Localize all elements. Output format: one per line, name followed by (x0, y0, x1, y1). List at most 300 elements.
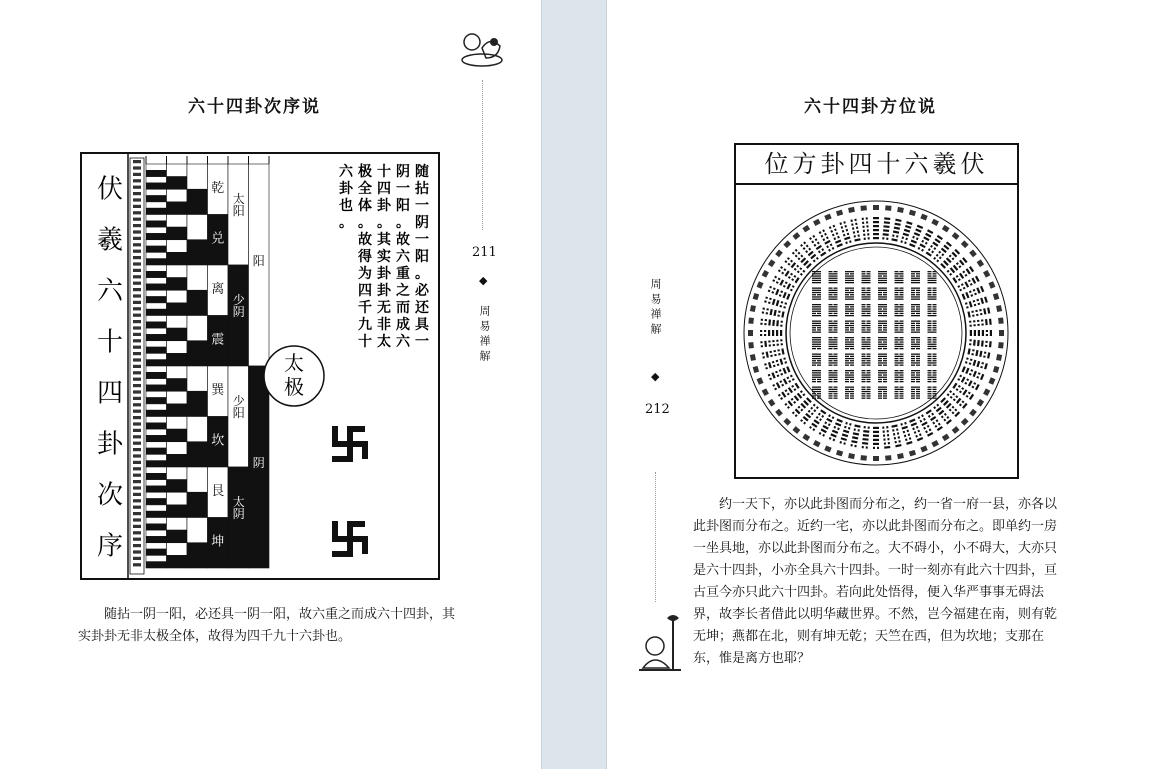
yao-segment (187, 341, 208, 366)
yao-segment (167, 417, 188, 430)
square-hexagram (911, 387, 920, 399)
yao-segment (146, 233, 167, 239)
yao-segment (146, 549, 167, 555)
yao-segment (167, 492, 188, 505)
diagram-title-char: 羲 (96, 225, 124, 256)
side-text-char: 。 (358, 215, 372, 231)
square-hexagram (895, 321, 904, 333)
square-hexagram (878, 321, 887, 333)
ring-hexagram (940, 240, 968, 268)
yao-segment (167, 518, 188, 531)
ring-hexagram (783, 240, 811, 268)
square-hexagram (862, 271, 871, 283)
page-gutter (541, 0, 607, 769)
square-hexagram (862, 288, 871, 300)
ring-hexagram (873, 205, 879, 239)
square-hexagram (928, 370, 937, 382)
yao-segment (146, 429, 167, 435)
square-hexagram (895, 370, 904, 382)
ring-hexagram (748, 330, 782, 336)
page-title: 六十四卦次序说 (188, 97, 321, 117)
level2-label: 太阴 (231, 495, 246, 520)
yao-segment (146, 164, 167, 170)
square-hexagram (878, 288, 887, 300)
square-hexagram (878, 370, 887, 382)
swastika-icon (332, 426, 368, 462)
position-chart (736, 185, 1017, 477)
ring-hexagram (750, 305, 785, 318)
square-hexagram (812, 304, 821, 316)
yao-segment (167, 202, 188, 215)
yao-segment (167, 543, 188, 556)
ring-hexagram (750, 348, 785, 361)
body-paragraph: 约一天下，亦以此卦图而分布之，约一省一府一县，亦各以此卦图而分布之。近约一宅，亦以此卦图而分布之。即单约一房一坐具地，亦以此卦图而分布之。大不碍小，小不碍大，大亦只是六十四卦，小亦全具六十四卦。一时一刻亦有此六十四卦，亘古亘今亦只此六十四卦。若向此处悟得，便入华严事事无碍法界，故李长者借此以明华藏世界。不然，岂今福建在南，则有乾无坤；燕都在北，则有坤无乾；天竺在西，但为坎地；支那在东，惟是离方也耶？ (693, 497, 1058, 666)
side-text-char: 成 (396, 317, 410, 333)
side-text-char: 一 (415, 232, 429, 248)
ring-hexagram (757, 281, 791, 300)
yao-segment (146, 189, 167, 195)
side-text-char: 拈 (415, 181, 429, 197)
yao-segment (167, 303, 188, 316)
yao-segment (146, 202, 167, 208)
square-hexagram (878, 354, 887, 366)
ring-hexagram (748, 339, 783, 348)
ring-hexagram (882, 426, 891, 461)
trigram-label: 离 (211, 281, 225, 297)
yao-segment (146, 290, 167, 296)
square-hexagram (878, 304, 887, 316)
level2-label: 太阳 (231, 192, 246, 217)
side-text-char: 十 (358, 334, 372, 350)
side-text-char: 四 (377, 181, 391, 197)
yao-segment (167, 404, 188, 417)
ring-hexagram (891, 207, 904, 242)
side-text-char: 一 (415, 198, 429, 214)
square-hexagram (862, 321, 871, 333)
square-hexagram (829, 288, 838, 300)
taiji-label: 太 (284, 351, 304, 375)
yao-segment (146, 341, 167, 347)
yao-segment (146, 265, 167, 271)
side-text-char: 六 (396, 249, 410, 265)
yao-segment (146, 303, 167, 309)
trigram-label: 艮 (211, 483, 225, 499)
ring-hexagram (891, 424, 904, 459)
ring-hexagram (753, 293, 787, 309)
square-hexagram (862, 387, 871, 399)
yao-segment (167, 164, 188, 177)
side-text-char: 全 (358, 181, 372, 197)
ring-hexagram (918, 414, 939, 447)
side-text-char: 其 (377, 232, 391, 248)
side-text-char: 六 (396, 334, 410, 350)
square-hexagram (845, 337, 854, 349)
yao-segment (167, 265, 188, 278)
ring-hexagram (860, 205, 869, 240)
yao-segment (187, 316, 208, 341)
side-text-char: 故 (396, 232, 410, 248)
swastika-icon (332, 521, 368, 557)
side-text-char: 九 (358, 317, 372, 333)
yao-segment (167, 505, 188, 518)
square-hexagram (845, 288, 854, 300)
trigram-label: 巽 (211, 382, 225, 398)
ring-hexagram (848, 424, 861, 459)
square-hexagram (845, 370, 854, 382)
page-number: 212 (645, 402, 670, 417)
yao-segment (146, 492, 167, 498)
running-head: 周易禅解 (478, 305, 491, 365)
side-text-char: 也 (339, 198, 353, 214)
square-hexagram (845, 304, 854, 316)
yao-segment (146, 347, 167, 353)
diagram-title-char: 六 (96, 276, 124, 307)
side-text-char: 太 (377, 334, 391, 350)
ring-hexagram (848, 207, 861, 242)
banner-text: 伏羲六十四卦方位 (764, 150, 989, 178)
yao-segment (146, 530, 167, 536)
square-hexagram (895, 387, 904, 399)
side-text-char: 。 (377, 215, 391, 231)
yao-segment (146, 196, 167, 202)
yao-segment (146, 328, 167, 334)
yao-segment (167, 189, 188, 202)
square-hexagram (928, 387, 937, 399)
yao-segment (146, 391, 167, 397)
yao-segment (146, 480, 167, 486)
square-hexagram (895, 288, 904, 300)
diagram-title-char: 卦 (96, 429, 124, 460)
level1-label: 阴 (252, 456, 265, 470)
yao-segment (146, 177, 167, 183)
yao-segment (167, 391, 188, 404)
yao-segment (187, 189, 208, 214)
ring-hexagram (900, 422, 916, 456)
yao-segment (146, 284, 167, 290)
square-hexagram (862, 337, 871, 349)
right-page (607, 0, 1149, 769)
side-text-char: 体 (358, 198, 372, 214)
side-text-char: 必 (415, 283, 429, 299)
diamond-icon: ◆ (479, 274, 488, 287)
yao-segment (146, 398, 167, 404)
square-hexagram (829, 354, 838, 366)
yao-segment (187, 467, 208, 492)
yao-segment (187, 290, 208, 315)
yao-segment (146, 316, 167, 322)
ring-hexagram (860, 426, 869, 461)
yao-segment (187, 543, 208, 568)
yao-segment (187, 417, 208, 442)
yao-segment (146, 518, 167, 524)
yao-segment (167, 316, 188, 329)
yao-segment (146, 170, 167, 176)
diamond-icon: ◆ (651, 370, 660, 383)
square-hexagram (928, 321, 937, 333)
yao-segment (146, 385, 167, 391)
yao-segment (167, 454, 188, 467)
yao-segment (187, 215, 208, 240)
yao-segment (146, 404, 167, 410)
yao-segment (167, 555, 188, 568)
yao-segment (167, 341, 188, 354)
diagram-title-char: 次 (96, 480, 124, 511)
square-hexagram (911, 321, 920, 333)
square-hexagram (895, 337, 904, 349)
page-title: 六十四卦方位说 (804, 97, 937, 117)
side-text-char: 随 (415, 164, 429, 180)
yao-segment (146, 442, 167, 448)
yao-segment (167, 379, 188, 392)
side-text-char: 阳 (396, 198, 410, 214)
trigram-label: 震 (211, 332, 225, 348)
yao-segment (146, 215, 167, 221)
sequence-chart (82, 154, 438, 578)
ring-hexagram (967, 348, 1002, 361)
yao-segment (146, 353, 167, 359)
yao-segment (146, 208, 167, 214)
square-hexagram (812, 354, 821, 366)
square-hexagram (878, 337, 887, 349)
level1-label: 阳 (252, 254, 265, 268)
monk-ornament-top (458, 28, 506, 68)
side-text-char: 得 (358, 249, 372, 265)
ring-hexagram (957, 375, 990, 396)
square-hexagram (829, 271, 838, 283)
ring-hexagram (965, 293, 999, 309)
body-paragraph: 随拈一阴一阳，必还具一阴一阳，故六重之而成六十四卦，其实卦卦无非太极全体，故得为四千九十六卦也。 (78, 607, 456, 644)
yao-segment (146, 435, 167, 441)
square-hexagram (829, 337, 838, 349)
square-hexagram (911, 271, 920, 283)
ring-hexagram (900, 210, 916, 244)
side-text-char: 。 (396, 215, 410, 231)
side-text-char: 非 (377, 317, 391, 333)
square-hexagram (862, 370, 871, 382)
square-hexagram (829, 304, 838, 316)
ring-hexagram (882, 205, 891, 240)
ring-hexagram (940, 397, 968, 425)
side-text-char: 千 (358, 300, 372, 316)
square-hexagram (928, 271, 937, 283)
yao-segment (187, 492, 208, 517)
yao-segment (146, 505, 167, 511)
side-text-char: 阴 (396, 164, 410, 180)
side-text-char: 一 (415, 334, 429, 350)
sequence-diagram (80, 152, 440, 580)
square-hexagram (895, 304, 904, 316)
side-text-char: 具 (415, 317, 429, 333)
trigram-label: 坎 (211, 433, 225, 449)
yao-segment (167, 442, 188, 455)
square-hexagram (812, 337, 821, 349)
square-hexagram (911, 354, 920, 366)
diagram-title-char: 序 (96, 531, 124, 562)
left-page (0, 0, 541, 769)
square-hexagram (862, 354, 871, 366)
square-hexagram (928, 288, 937, 300)
ring-hexagram (753, 357, 787, 373)
yao-segment (167, 215, 188, 228)
outer-ring (744, 201, 1008, 465)
taiji-label: 极 (284, 375, 304, 399)
ring-hexagram (762, 375, 795, 396)
yao-segment (146, 334, 167, 340)
yao-segment (187, 366, 208, 391)
yao-segment (146, 555, 167, 561)
square-hexagram (845, 354, 854, 366)
yao-segment (167, 290, 188, 303)
yao-segment (146, 417, 167, 423)
side-text-char: 六 (339, 164, 353, 180)
yao-segment (146, 379, 167, 385)
square-hexagram (895, 271, 904, 283)
ring-hexagram (836, 422, 852, 456)
square-hexagram (812, 271, 821, 283)
ring-hexagram (762, 270, 795, 291)
ring-hexagram (969, 317, 1004, 326)
square-hexagram (829, 387, 838, 399)
diagram-banner (736, 145, 1017, 185)
yao-segment (167, 177, 188, 190)
square-hexagram (911, 304, 920, 316)
side-text-char: 阴 (415, 215, 429, 231)
trigram-label: 坤 (211, 534, 225, 550)
page-number: 211 (472, 245, 497, 260)
ring-hexagram (783, 397, 811, 425)
yao-segment (187, 518, 208, 543)
yao-segment (187, 240, 208, 265)
side-text-char: 之 (396, 283, 410, 299)
square-hexagram (928, 354, 937, 366)
ring-hexagram (748, 317, 783, 326)
yao-segment (146, 240, 167, 246)
yao-segment (146, 511, 167, 517)
side-text-char: 卦 (377, 266, 391, 282)
square-hexagram (878, 271, 887, 283)
yao-segment (187, 164, 208, 189)
ring-hexagram (970, 330, 1004, 336)
yao-segment (146, 454, 167, 460)
diagram-title-char: 十 (96, 327, 124, 358)
ring-hexagram (813, 219, 834, 252)
yao-segment (146, 473, 167, 479)
yao-segment (146, 227, 167, 233)
square-hexagram (878, 387, 887, 399)
yao-segment (146, 372, 167, 378)
yao-segment (146, 246, 167, 252)
ring-hexagram (909, 214, 928, 248)
running-head: 周易禅解 (649, 278, 662, 338)
side-text-char: 无 (377, 300, 391, 316)
yao-segment (187, 391, 208, 416)
ring-hexagram (824, 419, 843, 453)
yao-segment (146, 297, 167, 303)
side-text-char: 卦 (339, 181, 353, 197)
ring-hexagram (957, 270, 990, 291)
side-text-char: 故 (358, 232, 372, 248)
ring-hexagram (965, 357, 999, 373)
yao-segment (146, 322, 167, 328)
square-hexagram (862, 304, 871, 316)
ring-hexagram (813, 414, 834, 447)
level2-label: 少阳 (231, 394, 246, 419)
ring-hexagram (873, 427, 879, 461)
square-hexagram (928, 304, 937, 316)
yao-segment (146, 221, 167, 227)
yao-segment (146, 536, 167, 542)
square-hexagram (812, 321, 821, 333)
yao-segment (146, 467, 167, 473)
side-text-char: 十 (377, 164, 391, 180)
side-text-char: 四 (358, 283, 372, 299)
square-hexagram (845, 271, 854, 283)
yao-segment (167, 480, 188, 493)
yao-segment (167, 227, 188, 240)
yao-segment (146, 524, 167, 530)
diagram-title-char: 伏 (96, 174, 124, 205)
yao-segment (146, 461, 167, 467)
side-text-char: 卦 (377, 198, 391, 214)
side-text-char: 极 (358, 164, 372, 180)
yao-segment (167, 530, 188, 543)
square-hexagram (812, 370, 821, 382)
monk-ornament-bottom (635, 612, 683, 674)
trigram-label: 兑 (211, 231, 225, 247)
ring-hexagram (918, 219, 939, 252)
side-text-char: 。 (339, 215, 353, 231)
side-text-char: 而 (396, 300, 410, 316)
yao-segment (167, 328, 188, 341)
square-hexagram (911, 288, 920, 300)
square-hexagram (911, 337, 920, 349)
ring-hexagram (969, 339, 1004, 348)
diagram-title-char: 四 (96, 378, 124, 409)
side-text-char: 为 (358, 266, 372, 282)
yao-segment (146, 448, 167, 454)
yao-segment (146, 543, 167, 549)
side-text-char: 还 (415, 300, 429, 316)
square-hexagram (829, 370, 838, 382)
square-hexagram (911, 370, 920, 382)
side-text-char: 。 (415, 266, 429, 282)
yao-segment (167, 366, 188, 379)
yao-segment (146, 410, 167, 416)
yao-segment (167, 353, 188, 366)
yao-segment (146, 309, 167, 315)
trigram-label: 乾 (211, 180, 225, 196)
yao-segment (146, 366, 167, 372)
ring-hexagram (967, 305, 1002, 318)
yao-segment (167, 252, 188, 265)
ring-hexagram (962, 366, 996, 385)
yao-segment (146, 183, 167, 189)
yao-segment (146, 360, 167, 366)
side-text-char: 阳 (415, 249, 429, 265)
level2-label: 少阴 (231, 293, 246, 318)
yao-segment (167, 240, 188, 253)
yao-segment (146, 252, 167, 258)
yao-segment (187, 442, 208, 467)
square-hexagram (895, 354, 904, 366)
ring-hexagram (836, 210, 852, 244)
side-text-char: 实 (377, 249, 391, 265)
side-text-char: 重 (396, 266, 410, 282)
yao-segment (146, 278, 167, 284)
square-hexagram (812, 288, 821, 300)
position-diagram (734, 143, 1019, 479)
yao-segment (167, 429, 188, 442)
